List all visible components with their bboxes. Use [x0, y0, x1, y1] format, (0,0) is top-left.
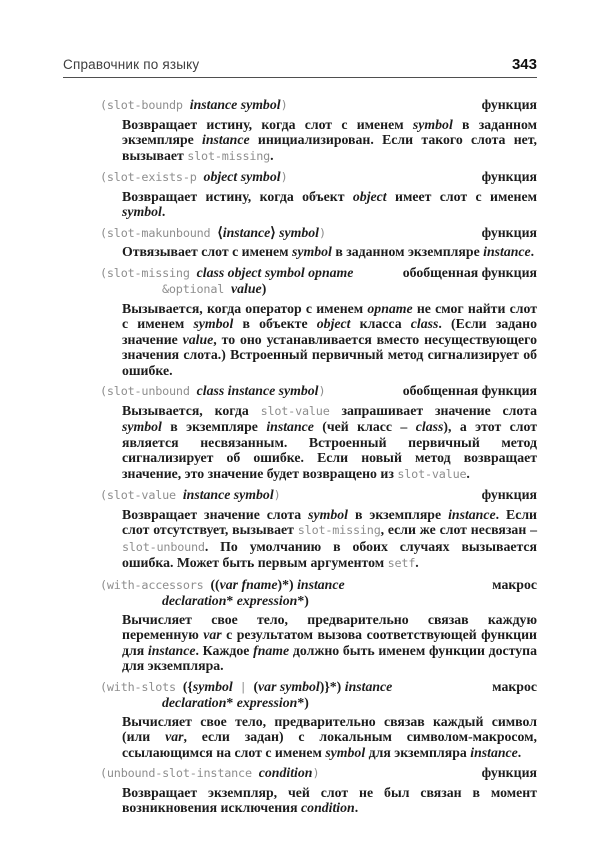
- variable-token: class: [415, 419, 444, 434]
- function-signature: [100, 487, 281, 504]
- entry-description: [122, 507, 537, 572]
- variable-token: class object symbol opname: [196, 264, 354, 280]
- text-run: , если же слот несвязан –: [380, 522, 537, 537]
- entry-description: [122, 714, 537, 761]
- text-run: .: [415, 555, 419, 570]
- code-token: |: [232, 679, 254, 694]
- text-run: .: [161, 204, 166, 219]
- text-run: ), а этот слот является несвязанным. Встроенный первичный метод сигнализирует об ошибке. Если новый метод возвращает значение, это значение будет возвращено из: [122, 419, 538, 481]
- signature-row: [100, 765, 537, 782]
- variable-token: class: [410, 316, 439, 331]
- signature-line: [100, 383, 325, 400]
- entry-description: [122, 612, 537, 674]
- entry-kind-label: макрос: [492, 678, 537, 694]
- variable-token: value: [182, 331, 214, 347]
- variable-token: symbol: [308, 506, 349, 522]
- reference-entry: [63, 97, 537, 164]
- text-run: не смог найти слот с именем: [122, 300, 537, 331]
- page-content: [63, 97, 537, 816]
- text-run: Отвязывает слот с именем: [122, 244, 293, 259]
- text-run: в объекте: [233, 316, 317, 331]
- text-run: Возвращает значение слота: [122, 506, 309, 522]
- code-token: slot-missing: [297, 523, 381, 537]
- syntax-token: ): [261, 281, 267, 296]
- text-run: , если задан) с локальным символом-макросом, ссылающимся на слот с именем: [122, 729, 537, 760]
- text-run: инициализирован. Если такого слота нет, вызывает: [122, 132, 537, 163]
- page-header: [63, 56, 537, 78]
- code-token: (slot-missing: [100, 265, 197, 280]
- text-run: . Если слот отсутствует, вызывает: [122, 506, 538, 537]
- variable-token: instance: [147, 642, 196, 658]
- text-run: в заданном экземпляре: [122, 116, 537, 147]
- text-run: в экземпляре: [348, 506, 449, 522]
- variable-token: class instance symbol: [196, 383, 319, 398]
- entry-description: [122, 301, 537, 379]
- variable-token: declaration: [162, 593, 227, 608]
- text-run: для экземпляра: [365, 744, 471, 760]
- variable-token: condition: [258, 765, 313, 780]
- variable-token: symbol: [122, 204, 162, 219]
- variable-token: condition: [301, 800, 355, 815]
- variable-token: symbol: [122, 419, 162, 434]
- text-run: .: [354, 800, 359, 815]
- signature-row: [100, 169, 537, 186]
- syntax-token: *): [297, 593, 309, 608]
- code-token: setf: [387, 556, 416, 570]
- variable-token: instance: [202, 132, 250, 147]
- variable-token: instance: [448, 506, 496, 522]
- entry-kind-label: обобщенная функция: [402, 264, 537, 280]
- variable-token: instance: [222, 224, 271, 240]
- code-token: ): [280, 98, 288, 112]
- reference-entry: [63, 679, 537, 761]
- signature-row: [100, 383, 537, 400]
- text-run: в экземпляре: [161, 419, 267, 434]
- text-run: .: [530, 244, 535, 259]
- page-number: 343: [511, 56, 537, 73]
- code-token: (slot-boundp: [100, 98, 190, 112]
- signature-line: [100, 265, 353, 282]
- entry-kind-label: функция: [481, 224, 537, 240]
- signature-row: [100, 679, 537, 711]
- code-token: slot-missing: [187, 148, 271, 163]
- signature-row: [100, 97, 537, 114]
- entry-kind-label: функция: [481, 487, 537, 502]
- text-run: Вызывается, когда оператор с именем: [122, 300, 368, 316]
- reference-entry: [63, 225, 537, 260]
- entry-description: [122, 785, 537, 816]
- syntax-token: ({: [182, 678, 193, 694]
- syntax-token: *: [226, 593, 237, 608]
- function-signature: [100, 679, 392, 711]
- running-head: Справочник по языку: [63, 57, 200, 72]
- text-run: Возвращает экземпляр, чей слот не был связан в момент возникновения исключения: [122, 784, 537, 815]
- text-run: .: [517, 744, 522, 760]
- syntax-token: )*): [277, 576, 298, 592]
- function-signature: [100, 265, 353, 298]
- syntax-token: *): [297, 695, 309, 710]
- variable-token: declaration: [162, 695, 227, 710]
- syntax-token: (: [253, 678, 259, 694]
- signature-line: [100, 765, 319, 782]
- reference-entry: [63, 765, 537, 816]
- text-run: . По умолчанию в обоих случаях вызывается ошибка. Может быть первым аргументом: [122, 538, 537, 570]
- syntax-token: *: [226, 695, 237, 710]
- text-run: имеет слот с именем: [386, 188, 537, 204]
- text-run: Вычисляет свое тело, предварительно связав каждый символ (или: [122, 713, 537, 744]
- signature-line: [100, 679, 392, 696]
- text-run: Вычисляет свое тело, предварительно связав каждую переменную: [122, 611, 537, 642]
- variable-token: object: [352, 188, 387, 204]
- text-run: с результатом вызова соответствующей функции для: [122, 627, 537, 658]
- signature-row: [100, 577, 537, 609]
- signature-line: [100, 97, 287, 114]
- code-token: ): [318, 384, 326, 398]
- entry-description: [122, 244, 537, 260]
- variable-token: value: [231, 281, 262, 296]
- reference-entry: [63, 487, 537, 572]
- reference-entry: [63, 383, 537, 482]
- variable-token: var fname: [219, 576, 278, 592]
- syntax-token: ⟨: [217, 224, 223, 240]
- variable-token: object: [316, 316, 351, 331]
- entry-description: [122, 403, 537, 483]
- syntax-token: )}*): [319, 678, 345, 694]
- variable-token: instance symbol: [189, 97, 281, 112]
- text-run: должно быть именем функции доступа для экземпляра.: [122, 642, 537, 673]
- variable-token: symbol: [192, 678, 233, 694]
- function-signature: [100, 577, 345, 609]
- variable-token: var symbol: [258, 678, 320, 694]
- variable-token: instance symbol: [182, 487, 274, 502]
- variable-token: var: [165, 729, 184, 744]
- signature-row: [100, 265, 537, 298]
- function-signature: [100, 383, 325, 400]
- variable-token: instance: [470, 744, 518, 760]
- syntax-token: ⟩: [270, 224, 280, 240]
- text-run: в заданном экземпляре: [331, 244, 484, 259]
- text-run: класса: [350, 316, 411, 331]
- variable-token: fname: [253, 642, 290, 658]
- signature-continuation-line: [162, 695, 392, 711]
- text-run: Возвращает истину, когда слот с именем: [122, 116, 413, 132]
- signature-line: [100, 169, 287, 186]
- variable-token: symbol: [193, 316, 234, 331]
- code-token: ): [318, 225, 326, 240]
- code-token: ): [280, 170, 288, 184]
- reference-entry: [63, 169, 537, 220]
- function-signature: [100, 765, 319, 782]
- reference-entry: [63, 577, 537, 674]
- code-token: slot-value: [260, 403, 330, 418]
- syntax-token: ((: [210, 576, 220, 592]
- code-token: (slot-makunbound: [100, 225, 218, 240]
- signature-line: [100, 225, 326, 242]
- variable-token: instance: [266, 419, 314, 434]
- code-token: slot-unbound: [122, 539, 205, 554]
- code-token: (slot-exists-p: [100, 170, 204, 184]
- code-token: (with-accessors: [100, 577, 211, 592]
- text-run: Возвращает истину, когда объект: [122, 188, 353, 204]
- code-token: (slot-value: [100, 488, 183, 502]
- entry-description: [122, 189, 537, 220]
- variable-token: expression: [236, 593, 298, 608]
- variable-token: instance: [483, 244, 531, 259]
- entry-kind-label: макрос: [492, 576, 537, 592]
- function-signature: [100, 97, 287, 114]
- function-signature: [100, 169, 287, 186]
- signature-line: [100, 487, 281, 504]
- code-token: (with-slots: [100, 679, 183, 694]
- code-token: ): [273, 488, 281, 502]
- code-token: ): [312, 766, 320, 780]
- variable-token: symbol: [412, 116, 453, 132]
- entry-description: [122, 117, 537, 165]
- code-token: (unbound-slot-instance: [100, 766, 259, 780]
- signature-row: [100, 225, 537, 242]
- variable-token: instance: [344, 678, 393, 694]
- variable-token: opname: [367, 300, 413, 316]
- text-run: . Каждое: [195, 642, 254, 658]
- function-signature: [100, 225, 326, 242]
- variable-token: object symbol: [203, 169, 281, 184]
- variable-token: symbol: [279, 224, 319, 240]
- signature-row: [100, 487, 537, 504]
- variable-token: expression: [236, 695, 298, 710]
- signature-continuation-line: [162, 281, 353, 298]
- text-run: , то оно устанавливается вместо несуществующего значения слота.) Встроенный первичный метод сигнализирует об ошибке.: [122, 331, 538, 378]
- code-token: (slot-unbound: [100, 384, 197, 398]
- code-token: &optional: [162, 282, 232, 296]
- text-run: Вызывается, когда: [122, 402, 261, 418]
- variable-token: symbol: [325, 744, 366, 760]
- text-run: (чей класс –: [313, 419, 416, 434]
- text-run: .: [466, 465, 470, 481]
- entry-kind-label: функция: [481, 97, 537, 112]
- entry-kind-label: обобщенная функция: [402, 383, 537, 398]
- variable-token: var: [203, 627, 222, 642]
- text-run: .: [270, 147, 274, 163]
- text-run: запрашивает значение слота: [329, 402, 537, 418]
- signature-continuation-line: [162, 593, 345, 609]
- variable-token: symbol: [292, 244, 332, 259]
- text-run: . (Если задано значение: [122, 316, 537, 347]
- variable-token: instance: [297, 576, 345, 592]
- entry-kind-label: функция: [481, 765, 537, 780]
- code-token: slot-value: [397, 466, 467, 481]
- entry-kind-label: функция: [481, 169, 537, 184]
- signature-line: [100, 577, 345, 594]
- reference-entry: [63, 265, 537, 379]
